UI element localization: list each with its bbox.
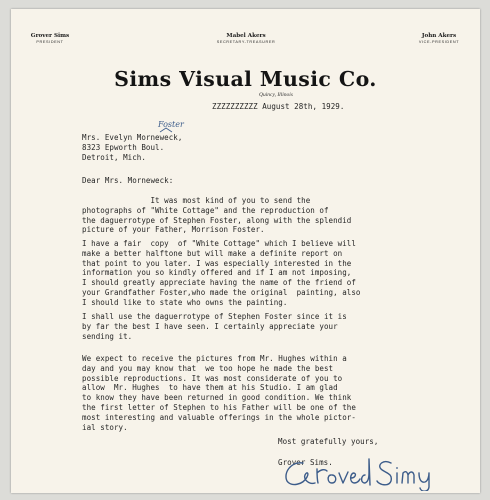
officer-president [11,33,95,45]
salutation: Dear Mrs. Morneweck: [82,176,174,185]
officer-name: John Akers [421,33,457,39]
officer-name: Mabel Akers [226,33,266,39]
company-city: Quincy, Illinois [259,92,293,98]
paragraph-4: We expect to receive the pictures from Mr. Hughes within a day and you may know that we too hope he made the best possible reproductions. It was most considerate of you to allow Mr. Hughes to have them at his Studio. I am glad to know they have been returned in good condition. We think the first letter of Stephen to his Father will be one of the most interesting and valuable offerings in the whole pictor- ial story. [82,354,356,432]
inside-address: Mrs. Evelyn Morneweck, 8323 Epworth Boul. Detroit, Mich. [82,133,183,162]
officer-title: SECRETARY-TREASURER [216,40,276,44]
company-name: Sims Visual Music Co. [114,67,377,91]
officer-title: VICE-PRESIDENT [418,40,460,44]
officer-name: Grover Sims [30,33,70,39]
closing: Most gratefully yours, [278,437,379,446]
letter-sheet [11,9,480,493]
typed-signature: Grover Sims. [278,458,333,467]
paragraph-3: I shall use the daguerrotype of Stephen Foster since it is by far the best I have seen. I certainly appreciate your sending it. [82,312,347,341]
handwritten-insertion: Foster [158,120,184,129]
paragraph-1: It was most kind of you to send the photographs of "White Cottage" and the reproduction of the daguerrotype of Stephen Foster, along with the splendid picture of your Father, Morrison Foster. [82,196,352,235]
officer-title: PRESIDENT [36,40,64,44]
handwritten-signature [273,445,453,491]
officer-vice-president [394,33,480,45]
dateline: ZZZZZZZZZZ August 28th, 1929. [212,102,345,111]
paragraph-2: I have a fair copy of "White Cottage" which I believe will make a better halftone but will make a definite report on that point to you later. I was especially interested in the information you so kindly offered and if I am not imposing, I should greatly appreciate having the name of the friend of your Grandfather Foster,who made the original painting, also I should like to state who owns the painting. [82,239,361,307]
officer-secretary-treasurer [201,33,291,45]
